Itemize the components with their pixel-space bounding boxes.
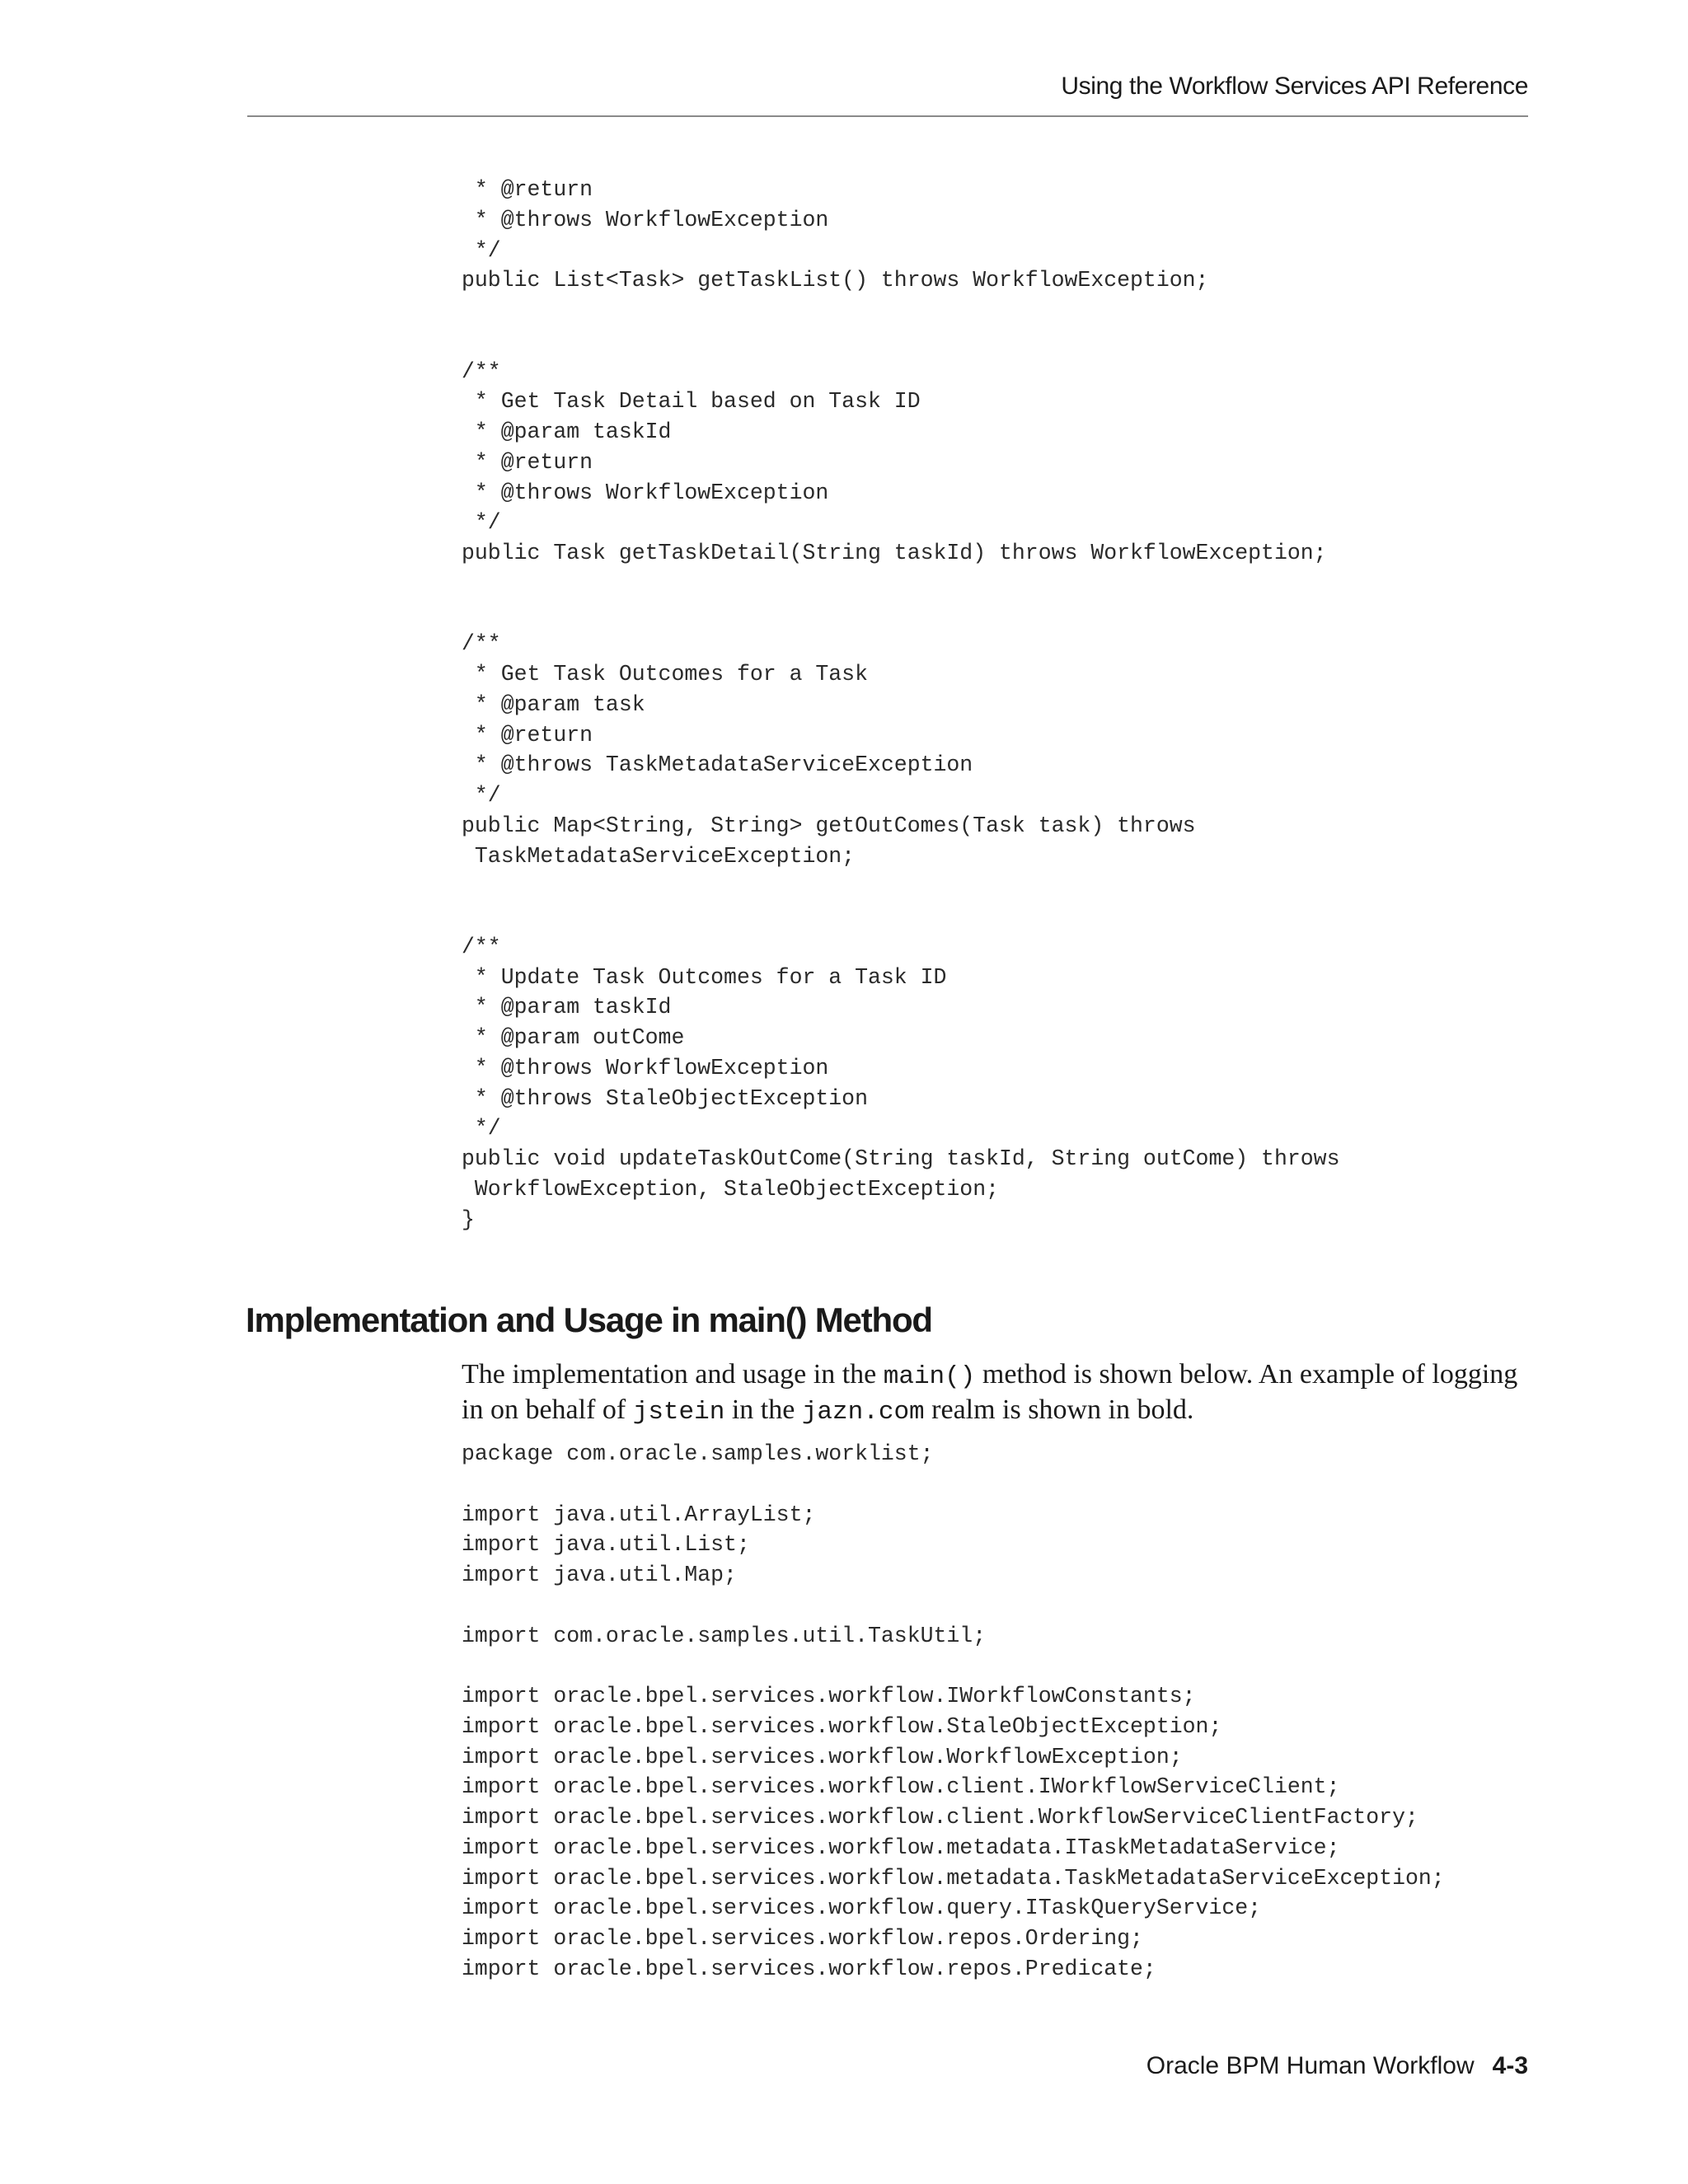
running-header-title: Using the Workflow Services API Reference: [1061, 73, 1528, 100]
intro-code-user: jstein: [632, 1398, 725, 1427]
running-header: [247, 69, 1528, 117]
footer-page-number: 4-3: [1492, 2052, 1528, 2079]
code-listing-interface-methods: * @return * @throws WorkflowException */ public List<Task> getTaskList() throws WorkflowException; /** * Get Task Detail based on Task ID * @param taskId * @return * @throws WorkflowException */ public Task getTaskDetail(String taskId) throws WorkflowException; /** * Get Task Outcomes for a Task * @param task * @return * @throws TaskMetadataServiceException */ public Map<String, String> getOutComes(Task task) throws TaskMetadataServiceException; /** * Update Task Outcomes for a Task ID * @param taskId * @param outCome * @throws WorkflowException * @throws StaleObjectException */ public void updateTaskOutCome(String taskId, String outCome) throws WorkflowException, StaleObjectException; }: [462, 177, 1340, 1232]
code-listing-imports: package com.oracle.samples.worklist; import java.util.ArrayList; import java.util.List; import java.util.Map; import com.oracle.samples.util.TaskUtil; import oracle.bpel.services.workflow.IWorkflowConstants; import oracle.bpel.services.workflow.StaleObjectException; import oracle.bpel.services.workflow.WorkflowException; import oracle.bpel.services.workflow.client.IWorkflowServiceClient; import oracle.bpel.services.workflow.client.WorkflowServiceClientFactory; import oracle.bpel.services.workflow.metadata.ITaskMetadataService; import oracle.bpel.services.workflow.metadata.TaskMetadataServiceException; import oracle.bpel.services.workflow.query.ITaskQueryService; import oracle.bpel.services.workflow.repos.Ordering; import oracle.bpel.services.workflow.repos.Predicate;: [462, 1441, 1445, 1981]
intro-text-4: realm is shown in bold.: [924, 1394, 1194, 1425]
intro-text-3: in the: [724, 1394, 802, 1425]
section-intro-paragraph: [462, 1358, 1533, 1429]
intro-text-1: The implementation and usage in the: [462, 1359, 884, 1390]
page-footer: [1146, 2052, 1528, 2080]
intro-code-realm: jazn.com: [801, 1398, 925, 1427]
section-heading: Implementation and Usage in main() Method: [246, 1301, 932, 1339]
intro-text-2: method is shown below. An example of logging in on behalf of: [462, 1359, 1518, 1425]
footer-book-title: Oracle BPM Human Workflow: [1146, 2052, 1475, 2079]
intro-code-main: main(): [883, 1362, 976, 1391]
